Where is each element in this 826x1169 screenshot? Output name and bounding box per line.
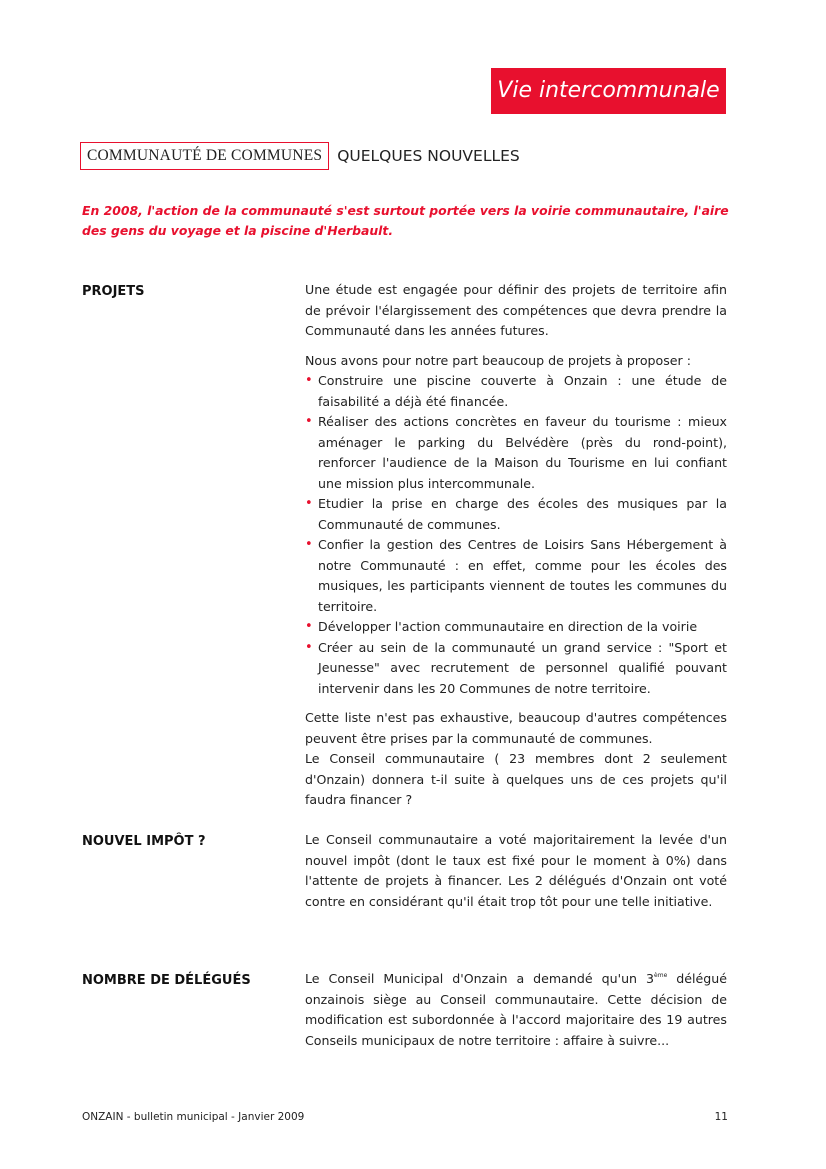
projets-bullet-text: Confier la gestion des Centres de Loisirs Sans Hébergement à notre Communauté : en effet, comme pour les écoles des musiques, les participants viennent de toutes les communes du territoire. — [318, 537, 727, 614]
delegues-text-b: délégué onzainois siège au Conseil communautaire. Cette décision de modification est subordonnée à l'accord majoritaire des 19 autres Conseils municipaux de notre territoire : affaire à suivre... — [305, 971, 727, 1048]
delegues-label: NOMBRE DE DÉLÉGUÉS — [82, 973, 251, 988]
projets-bullet-item — [305, 617, 727, 638]
bullet-dot-icon: • — [305, 414, 313, 429]
projets-bullet-text: Construire une piscine couverte à Onzain : une étude de faisabilité a déjà été financée. — [318, 373, 727, 409]
projets-label: PROJETS — [82, 284, 145, 299]
projets-bullet-item — [305, 412, 727, 494]
bullet-dot-icon: • — [305, 639, 313, 655]
section-banner: Vie intercommunale — [491, 68, 726, 114]
delegues-superscript: ème — [654, 972, 668, 979]
heading-boxed: COMMUNAUTÉ DE COMMUNES — [80, 142, 329, 170]
bullet-dot-icon: • — [305, 373, 313, 388]
page-number: 11 — [714, 1111, 728, 1123]
footer-publication: ONZAIN - bulletin municipal - Janvier 2009 — [82, 1111, 305, 1123]
bullet-dot-icon: • — [305, 619, 313, 634]
bullet-dot-icon: • — [305, 537, 313, 552]
intro-paragraph: En 2008, l'action de la communauté s'est surtout portée vers la voirie communautaire, l'aire des gens du voyage et la piscine d'Herbault. — [82, 203, 729, 238]
projets-bullet-item — [305, 494, 727, 535]
delegues-paragraph — [305, 969, 727, 1051]
bullet-dot-icon: • — [305, 496, 313, 511]
heading-title: QUELQUES NOUVELLES — [337, 147, 520, 165]
projets-paragraph-2: Nous avons pour notre part beaucoup de projets à proposer : — [305, 352, 691, 368]
projets-bullet-text: Etudier la prise en charge des écoles des musiques par la Communauté de communes. — [318, 496, 727, 532]
article-heading — [80, 142, 520, 170]
delegues-text-a: Le Conseil Municipal d'Onzain a demandé qu'un 3 — [305, 971, 655, 986]
projets-paragraph-1: Une étude est engagée pour définir des projets de territoire afin de prévoir l'élargissement des compétences que devra prendre la Communauté dans les années futures. — [305, 282, 727, 338]
projets-bullet-item — [305, 638, 727, 700]
projets-paragraph-4: Le Conseil communautaire ( 23 membres dont 2 seulement d'Onzain) donnera t-il suite à quelques uns de ces projets qu'il faudra financer ? — [305, 751, 727, 807]
projets-paragraph-3: Cette liste n'est pas exhaustive, beaucoup d'autres compétences peuvent être prises par la communauté de communes. — [305, 710, 727, 746]
projets-bullet-list — [305, 371, 727, 699]
projets-bullet-text: Développer l'action communautaire en direction de la voirie — [318, 619, 698, 634]
projets-column — [305, 280, 727, 811]
projets-bullet-item — [305, 371, 727, 412]
projets-bullet-item — [305, 535, 727, 617]
projets-bullet-text: Créer au sein de la communauté un grand service : "Sport et Jeunesse" avec recrutement de personnel qualifié pouvant intervenir dans les 20 Communes de notre territoire. — [318, 639, 727, 696]
impot-paragraph: Le Conseil communautaire a voté majoritairement la levée d'un nouvel impôt (dont le taux est fixé pour le moment à 0%) dans l'attente de projets à financer. Les 2 délégués d'Onzain ont voté contre en considérant qu'il était trop tôt pour une telle initiative. — [305, 832, 727, 909]
impot-label: NOUVEL IMPÔT ? — [82, 834, 206, 849]
delegues-column — [305, 969, 727, 1051]
projets-bullet-text: Réaliser des actions concrètes en faveur du tourisme : mieux aménager le parking du Belvédère (près du rond-point), renforcer l'audience de la Maison du Tourisme en lui confiant une mission plus intercommunale. — [318, 414, 727, 491]
impot-column — [305, 830, 727, 912]
